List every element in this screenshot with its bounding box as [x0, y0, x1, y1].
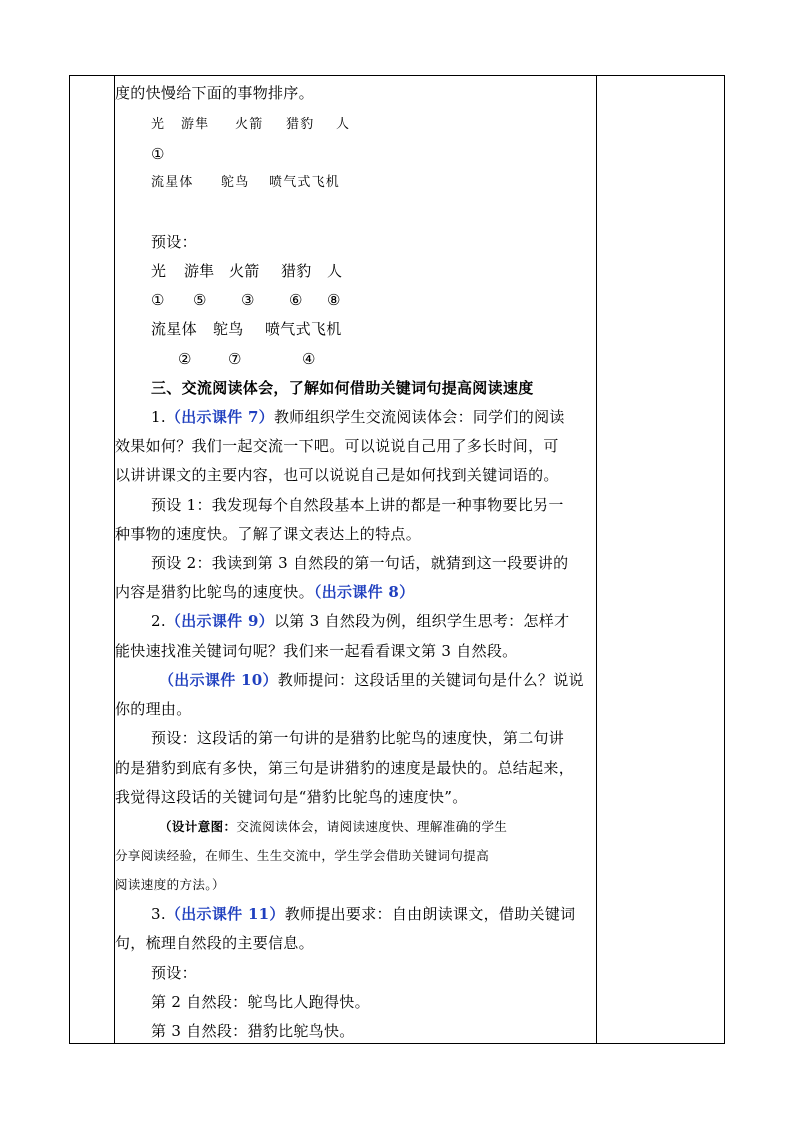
sort-example-mark: ①	[151, 145, 165, 163]
answer-jet: 喷气式飞机	[265, 320, 342, 338]
answer-falcon: 游隼	[184, 262, 215, 280]
item-ostrich: 鸵鸟	[221, 175, 250, 190]
paragraph-line: 种事物的速度快。了解了课文表达上的特点。	[115, 525, 422, 543]
answer-rocket: 火箭	[229, 262, 260, 280]
rank-rocket: ③	[241, 291, 255, 309]
paragraph-text: 教师提出要求：自由朗读课文，借助关键词	[284, 905, 576, 923]
paragraph-text: 内容是猎豹比鸵鸟的速度快。	[115, 583, 314, 601]
item-number: 3.	[151, 905, 166, 923]
answer-items-row-2	[115, 319, 631, 339]
paragraph-line: 以讲讲课文的主要内容，也可以说说自己是如何找到关键词语的。	[115, 466, 559, 484]
paragraph-line: 第 3 自然段：猎豹比鸵鸟快。	[151, 1022, 355, 1040]
paragraph-line: 预设：这段话的第一句讲的是猎豹比鸵鸟的速度快，第二句讲	[151, 729, 565, 747]
rank-falcon: ⑤	[193, 291, 207, 309]
design-intent-text: 交流阅读体会，请阅读速度快、理解准确的学生	[236, 819, 508, 834]
item-number: 2.	[151, 612, 166, 630]
paragraph-line: 你的理由。	[115, 700, 192, 718]
design-intent-line	[115, 817, 639, 837]
sort-items-row-2	[115, 173, 631, 193]
paragraph-text: 以第 3 自然段为例，组织学生思考：怎样才	[273, 612, 570, 630]
paragraph-text: 教师提问：这段话里的关键词句是什么？说说	[277, 671, 584, 689]
courseware-tag: （出示课件 10）	[159, 671, 278, 689]
courseware-tag: （出示课件 7）	[165, 408, 274, 426]
answer-items-row-1	[115, 261, 631, 281]
answer-person: 人	[327, 262, 343, 280]
paragraph-line: 的是猎豹到底有多快，第三句是讲猎豹的速度是最快的。总结起来，	[115, 759, 575, 777]
paragraph-line	[115, 611, 631, 631]
preset-label: 预设：	[151, 233, 197, 251]
paragraph-line: 句，梳理自然段的主要信息。	[115, 934, 314, 952]
paragraph-line: 效果如何？我们一起交流一下吧。可以说说自己用了多长时间，可	[115, 437, 559, 455]
paragraph-line: 第 2 自然段：鸵鸟比人跑得快。	[151, 993, 370, 1011]
item-light: 光	[151, 117, 166, 132]
answer-meteoroid: 流星体	[151, 320, 197, 338]
paragraph-line	[115, 670, 639, 690]
answer-ranks-row-1	[115, 290, 631, 310]
courseware-tag: （出示课件 11）	[165, 905, 285, 923]
rank-meteoroid: ②	[178, 350, 192, 368]
design-intent-line: 分享阅读经验，在师生、生生交流中，学生学会借助关键词句提高	[115, 848, 490, 863]
courseware-tag: （出示课件 9）	[165, 612, 274, 630]
rank-light: ①	[151, 291, 165, 309]
answer-ranks-row-2	[115, 349, 658, 369]
courseware-tag: （出示课件 8）	[313, 583, 415, 601]
design-intent-label: （设计意图：	[159, 819, 237, 834]
item-jet: 喷气式飞机	[269, 175, 341, 190]
rank-jet: ④	[302, 350, 316, 368]
preset-label: 预设：	[151, 964, 197, 982]
section-heading: 三、交流阅读体会，了解如何借助关键词句提高阅读速度	[151, 379, 534, 397]
lesson-content-cell	[115, 76, 595, 1043]
paragraph-text: 教师组织学生交流阅读体会：同学们的阅读	[273, 408, 565, 426]
design-intent-line: 阅读速度的方法。）	[115, 877, 225, 892]
item-rocket: 火箭	[235, 117, 264, 132]
answer-cheetah: 猎豹	[281, 262, 312, 280]
paragraph-line	[115, 582, 595, 602]
lesson-plan-table	[69, 75, 725, 1044]
paragraph-line: 我觉得这段话的关键词句是“猎豹比鸵鸟的速度快”。	[115, 788, 468, 806]
paragraph-line	[115, 904, 631, 924]
text-line: 度的快慢给下面的事物排序。	[115, 84, 314, 102]
paragraph-line: 预设 1：我发现每个自然段基本上讲的都是一种事物要比另一	[151, 496, 564, 514]
paragraph-line: 能快速找准关键词句呢？我们来一起看看课文第 3 自然段。	[115, 642, 518, 660]
item-number: 1.	[151, 408, 166, 426]
item-falcon: 游隼	[181, 117, 210, 132]
paragraph-line	[115, 407, 631, 427]
rank-cheetah: ⑥	[289, 291, 303, 309]
item-cheetah: 猎豹	[286, 117, 315, 132]
sort-items-row-1	[115, 115, 631, 135]
answer-light: 光	[151, 262, 167, 280]
answer-ostrich: 鸵鸟	[213, 320, 244, 338]
item-person: 人	[336, 117, 351, 132]
item-meteoroid: 流星体	[151, 175, 194, 190]
rank-person: ⑧	[327, 291, 341, 309]
paragraph-line: 预设 2：我读到第 3 自然段的第一句话，就猜到这一段要讲的	[151, 554, 569, 572]
rank-ostrich: ⑦	[228, 350, 242, 368]
